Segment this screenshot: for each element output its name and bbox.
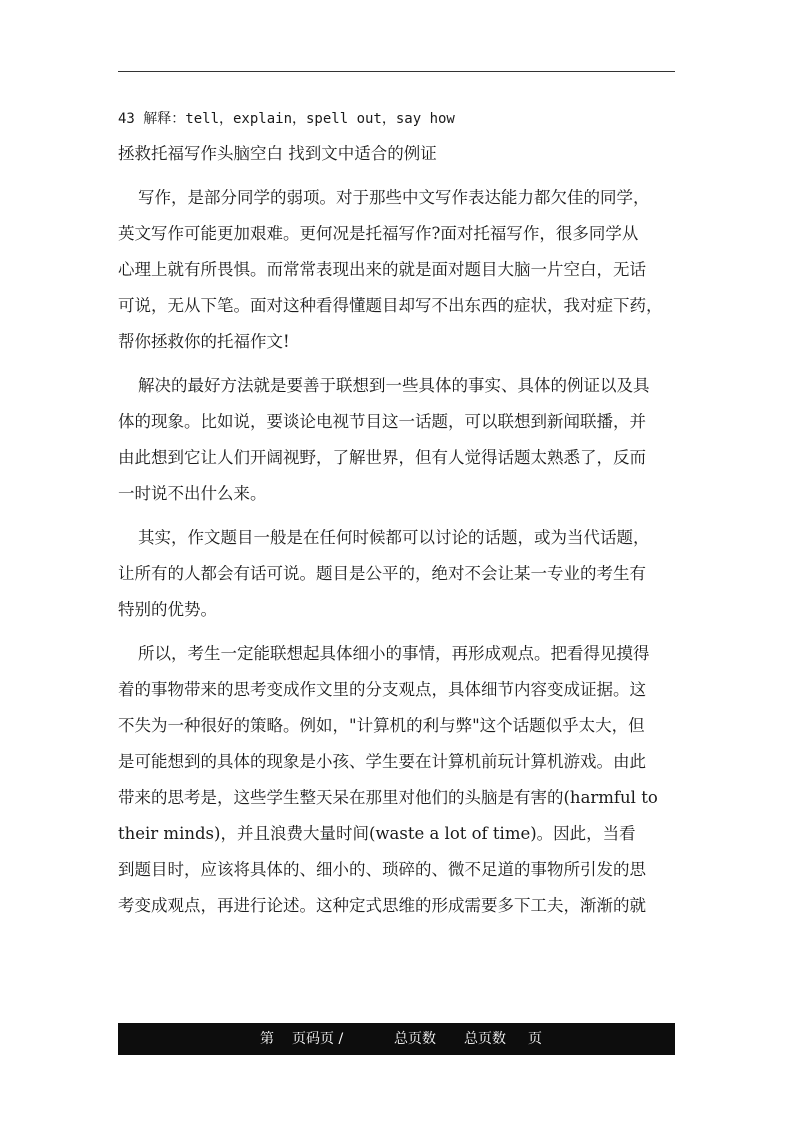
paragraph-4: [118, 636, 675, 924]
paragraph-line: 让所有的人都会有话可说。题目是公平的，绝对不会让某一专业的考生有: [118, 564, 646, 583]
paragraph-line: 考变成观点，再进行论述。这种定式思维的形成需要多下工夫，渐渐的就: [118, 896, 646, 915]
paragraph-line: 着的事物带来的思考变成作文里的分支观点，具体细节内容变成证据。这: [118, 680, 646, 699]
paragraph-line: 可说，无从下笔。面对这种看得懂题目却写不出东西的症状，我对症下药，: [118, 296, 663, 315]
footer-total-label: 总页数: [464, 1031, 506, 1047]
paragraph-line: 英文写作可能更加艰难。更何况是托福写作?面对托福写作，很多同学从: [118, 224, 639, 243]
paragraph-line: 特别的优势。: [118, 600, 217, 619]
paragraph-line: 是可能想到的具体的现象是小孩、学生要在计算机前玩计算机游戏。由此: [118, 752, 646, 771]
paragraph-line: 所以，考生一定能联想起具体细小的事情，再形成观点。把看得见摸得: [138, 644, 650, 663]
footer-total-label: 总页数: [394, 1031, 436, 1047]
intro-line: 43 解释：tell，explain，spell out，say how: [118, 111, 455, 127]
page-heading: 拯救托福写作头脑空白 找到文中适合的例证: [118, 144, 437, 163]
paragraph-line: 其实，作文题目一般是在任何时候都可以讨论的话题，或为当代话题，: [138, 528, 650, 547]
footer-page-code: 页码页 /: [292, 1031, 344, 1047]
footer-page-prefix: 第: [260, 1031, 274, 1047]
paragraph-line: 体的现象。比如说，要谈论电视节目这一话题，可以联想到新闻联播，并: [118, 412, 646, 431]
paragraph-line: 不失为一种很好的策略。例如，"计算机的利与弊"这个话题似乎太大，但: [118, 716, 645, 735]
paragraph-line: 解决的最好方法就是要善于联想到一些具体的事实、具体的例证以及具: [138, 376, 650, 395]
paragraph-line: 心理上就有所畏惧。而常常表现出来的就是面对题目大脑一片空白，无话: [118, 260, 646, 279]
paragraph-line: 到题目时，应该将具体的、细小的、琐碎的、微不足道的事物所引发的思: [118, 860, 646, 879]
paragraph-2: [118, 368, 675, 512]
paragraph-line: 帮你拯救你的托福作文!: [118, 332, 290, 351]
paragraph-line: 写作，是部分同学的弱项。对于那些中文写作表达能力都欠佳的同学，: [138, 188, 650, 207]
paragraph-line: 由此想到它让人们开阔视野，了解世界，但有人觉得话题太熟悉了，反而: [118, 448, 646, 467]
document-body: [118, 100, 675, 924]
paragraph-line: their minds)，并且浪费大量时间(waste a lot of time)。因此，当看: [118, 824, 636, 843]
page-footer: [118, 1023, 675, 1055]
footer-page-suffix: 页: [528, 1031, 542, 1047]
header-rule: [118, 71, 675, 72]
paragraph-3: [118, 520, 675, 628]
paragraph-line: 一时说不出什么来。: [118, 484, 267, 503]
paragraph-1: [118, 180, 675, 360]
paragraph-line: 带来的思考是，这些学生整天呆在那里对他们的头脑是有害的(harmful to: [118, 788, 658, 807]
